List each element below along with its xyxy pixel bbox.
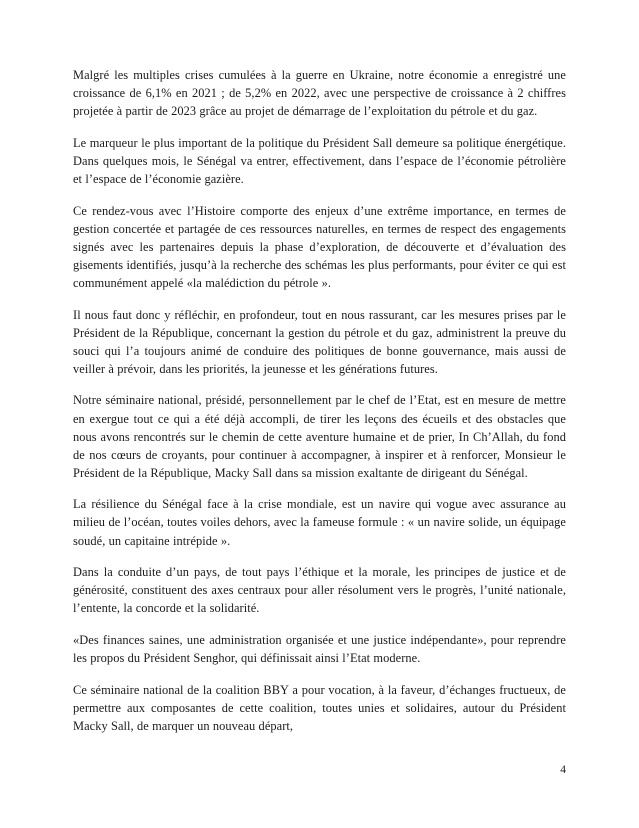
paragraph: «Des finances saines, une administration organisée et une justice indépendante», pour reprendre les propos du Président Senghor, qui définissait ainsi l’Etat moderne.: [73, 632, 566, 666]
paragraph: La résilience du Sénégal face à la crise mondiale, est un navire qui vogue avec assurance au milieu de l’océan, toutes voiles dehors, avec la fameuse formule : « un navire solide, un équipage soudé, un capitaine intrépide ».: [73, 497, 566, 548]
paragraph: Ce séminaire national de la coalition BBY a pour vocation, à la faveur, d’échanges fructueux, de permettre aux composantes de cette coalition, toutes unies et solidaires, autour du Président Macky Sall, de marquer un nouveau départ,: [73, 682, 566, 733]
paragraph: Le marqueur le plus important de la politique du Président Sall demeure sa politique énergétique. Dans quelques mois, le Sénégal va entrer, effectivement, dans l’espace de l’économie pétrolière et l’espace de l’économie gazière.: [73, 135, 566, 186]
page-number: 4: [560, 764, 566, 776]
paragraph: Malgré les multiples crises cumulées à la guerre en Ukraine, notre économie a enregistré une croissance de 6,1% en 2021 ; de 5,2% en 2022, avec une perspective de croissance à 2 chiffres projetée à partir de 2023 grâce au projet de démarrage de l’exploitation du pétrole et du gaz.: [73, 68, 566, 119]
document-body: [73, 66, 566, 735]
paragraph: Dans la conduite d’un pays, de tout pays l’éthique et la morale, les principes de justice et de générosité, constituent des axes centraux pour aller résolument vers le progrès, l’unité nationale, l’entente, la concorde et la solidarité.: [73, 565, 566, 616]
paragraph: Ce rendez-vous avec l’Histoire comporte des enjeux d’une extrême importance, en termes de gestion concertée et partagée de ces ressources naturelles, en termes de respect des engagements signés avec les partenaires depuis la phase d’exploration, de découverte et d’évaluation des gisements identifiés, jusqu’à la recherche des schémas les plus performants, pour éviter ce qui est communément appelé «la malédiction du pétrole ».: [73, 203, 566, 290]
paragraph: Il nous faut donc y réfléchir, en profondeur, tout en nous rassurant, car les mesures prises par le Président de la République, concernant la gestion du pétrole et du gaz, administrent la preuve du souci qui l’a toujours animé de conduire des politiques de bonne gouvernance, mais aussi de veiller à prévoir, dans les priorités, la jeunesse et les générations futures.: [73, 307, 566, 376]
paragraph: Notre séminaire national, présidé, personnellement par le chef de l’Etat, est en mesure de mettre en exergue tout ce qui a été déjà accompli, de tirer les leçons des écueils et des obstacles que nous avons rencontrés sur le chemin de cette aventure humaine et de prier, In Ch’Allah, du fond de nos cœurs de croyants, pour continuer à accompagner, à inspirer et à renforcer, Monsieur le Président de la République, Macky Sall dans sa mission exaltante de dirigeant du Sénégal.: [73, 393, 566, 480]
